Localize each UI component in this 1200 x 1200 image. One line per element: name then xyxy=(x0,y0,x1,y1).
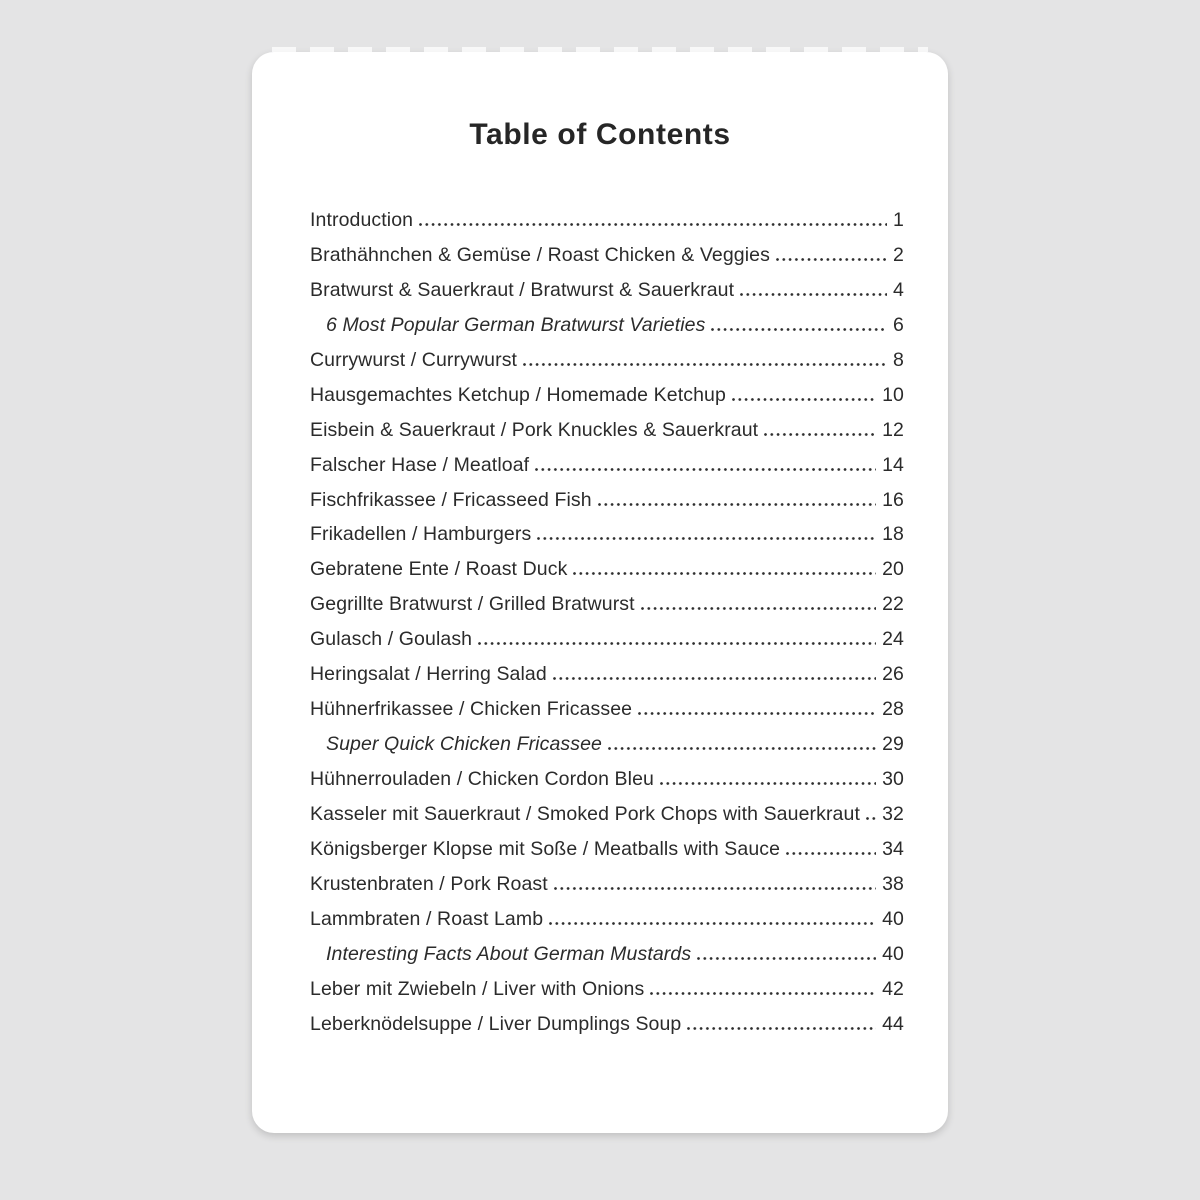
toc-entry-page: 18 xyxy=(882,523,904,546)
toc-entry-label: Brathähnchen & Gemüse / Roast Chicken & Veggies xyxy=(310,243,770,266)
toc-entry-page: 40 xyxy=(882,907,904,930)
toc-entry-label: Gebratene Ente / Roast Duck xyxy=(310,558,568,581)
dot-leader-icon xyxy=(537,537,876,540)
toc-entry xyxy=(310,517,904,552)
toc-entry xyxy=(310,552,904,587)
toc-entry xyxy=(310,762,904,797)
toc-entry-label: Krustenbraten / Pork Roast xyxy=(310,872,548,895)
toc-entry xyxy=(310,1007,904,1042)
toc-entry xyxy=(310,902,904,937)
toc-entry-label: Leber mit Zwiebeln / Liver with Onions xyxy=(310,977,645,1000)
toc-entry xyxy=(310,203,904,238)
dot-leader-icon xyxy=(776,258,887,261)
dot-leader-icon xyxy=(732,398,876,401)
toc-entry-label: Hühnerrouladen / Chicken Cordon Bleu xyxy=(310,768,654,790)
toc-entry-page: 1 xyxy=(893,209,904,231)
toc-entry-label: Eisbein & Sauerkraut / Pork Knuckles & Sauerkraut xyxy=(310,418,759,441)
toc-entry-label: Frikadellen / Hamburgers xyxy=(310,523,532,546)
dot-leader-icon xyxy=(598,503,876,506)
toc-entry xyxy=(310,448,904,483)
dot-leader-icon xyxy=(866,817,876,820)
toc-entry xyxy=(310,972,904,1007)
toc-entry-label: Super Quick Chicken Fricassee xyxy=(326,733,603,756)
dot-leader-icon xyxy=(535,468,876,471)
toc-entry-label: Kasseler mit Sauerkraut / Smoked Pork Chops with Sauerkraut xyxy=(310,802,860,825)
toc-entry xyxy=(310,413,904,448)
toc-entry-page: 16 xyxy=(882,488,904,511)
dot-leader-icon xyxy=(638,712,876,715)
toc-entry xyxy=(310,378,904,413)
toc-entry-page: 2 xyxy=(893,243,904,266)
toc-entry-label: Currywurst / Currywurst xyxy=(310,348,518,371)
dot-leader-icon xyxy=(419,223,887,226)
toc-entry-label: Heringsalat / Herring Salad xyxy=(310,663,547,686)
toc-entry-page: 30 xyxy=(882,768,904,790)
toc-entry-page: 20 xyxy=(882,558,904,581)
dot-leader-icon xyxy=(740,293,887,296)
dot-leader-icon xyxy=(687,1027,876,1030)
dot-leader-icon xyxy=(608,747,876,750)
toc-entry-page: 12 xyxy=(882,418,904,441)
toc-entry-label: Gulasch / Goulash xyxy=(310,628,473,651)
dot-leader-icon xyxy=(786,852,876,855)
toc-entry-page: 14 xyxy=(882,453,904,476)
toc-entry-page: 4 xyxy=(893,278,904,301)
dot-leader-icon xyxy=(478,642,876,645)
toc-entry-label: Lammbraten / Roast Lamb xyxy=(310,907,544,930)
toc-list xyxy=(310,203,904,1042)
toc-entry-page: 44 xyxy=(882,1012,904,1035)
toc-entry-page: 22 xyxy=(882,593,904,616)
toc-entry xyxy=(310,238,904,273)
toc-entry xyxy=(310,797,904,832)
toc-entry xyxy=(310,867,904,902)
toc-entry xyxy=(310,937,904,972)
dot-leader-icon xyxy=(660,782,876,785)
toc-entry-page: 6 xyxy=(893,313,904,336)
dot-leader-icon xyxy=(554,887,876,890)
toc-entry xyxy=(310,727,904,762)
dot-leader-icon xyxy=(641,607,876,610)
toc-entry-label: Königsberger Klopse mit Soße / Meatballs with Sauce xyxy=(310,837,781,860)
toc-entry-page: 34 xyxy=(882,837,904,860)
toc-entry-label: Hühnerfrikassee / Chicken Fricassee xyxy=(310,698,633,721)
toc-entry-label: Gegrillte Bratwurst / Grilled Bratwurst xyxy=(310,593,635,616)
toc-entry-page: 24 xyxy=(882,628,904,651)
dot-leader-icon xyxy=(697,957,876,960)
toc-entry-label: Fischfrikassee / Fricasseed Fish xyxy=(310,488,592,511)
toc-entry xyxy=(310,483,904,518)
toc-entry xyxy=(310,832,904,867)
toc-entry-page: 42 xyxy=(882,977,904,1000)
page-title: Table of Contents xyxy=(469,118,731,151)
toc-entry xyxy=(310,308,904,343)
dot-leader-icon xyxy=(711,328,887,331)
toc-page-card xyxy=(252,52,948,1133)
dot-leader-icon xyxy=(549,922,876,925)
toc-entry-label: Hausgemachtes Ketchup / Homemade Ketchup xyxy=(310,383,726,406)
dot-leader-icon xyxy=(553,677,876,680)
toc-entry-label: Introduction xyxy=(310,209,414,231)
dot-leader-icon xyxy=(523,363,887,366)
toc-entry-label: Bratwurst & Sauerkraut / Bratwurst & Sauerkraut xyxy=(310,278,735,301)
dot-leader-icon xyxy=(573,572,876,575)
toc-entry-label: Leberknödelsuppe / Liver Dumplings Soup xyxy=(310,1012,682,1035)
toc-entry-page: 32 xyxy=(882,802,904,825)
toc-entry-label: Interesting Facts About German Mustards xyxy=(326,942,692,965)
toc-entry xyxy=(310,587,904,622)
toc-entry xyxy=(310,657,904,692)
toc-entry xyxy=(310,343,904,378)
toc-entry-label: Falscher Hase / Meatloaf xyxy=(310,453,530,476)
toc-entry-page: 38 xyxy=(882,872,904,895)
toc-entry-page: 10 xyxy=(882,383,904,406)
dot-leader-icon xyxy=(650,992,876,995)
toc-entry xyxy=(310,622,904,657)
toc-entry-page: 29 xyxy=(882,733,904,756)
toc-entry-page: 26 xyxy=(882,663,904,686)
toc-entry-page: 40 xyxy=(882,942,904,965)
toc-entry-page: 8 xyxy=(893,348,904,371)
dot-leader-icon xyxy=(764,433,876,436)
toc-entry xyxy=(310,692,904,727)
toc-entry xyxy=(310,273,904,308)
toc-entry-label: 6 Most Popular German Bratwurst Varieties xyxy=(326,313,706,336)
toc-entry-page: 28 xyxy=(882,698,904,721)
